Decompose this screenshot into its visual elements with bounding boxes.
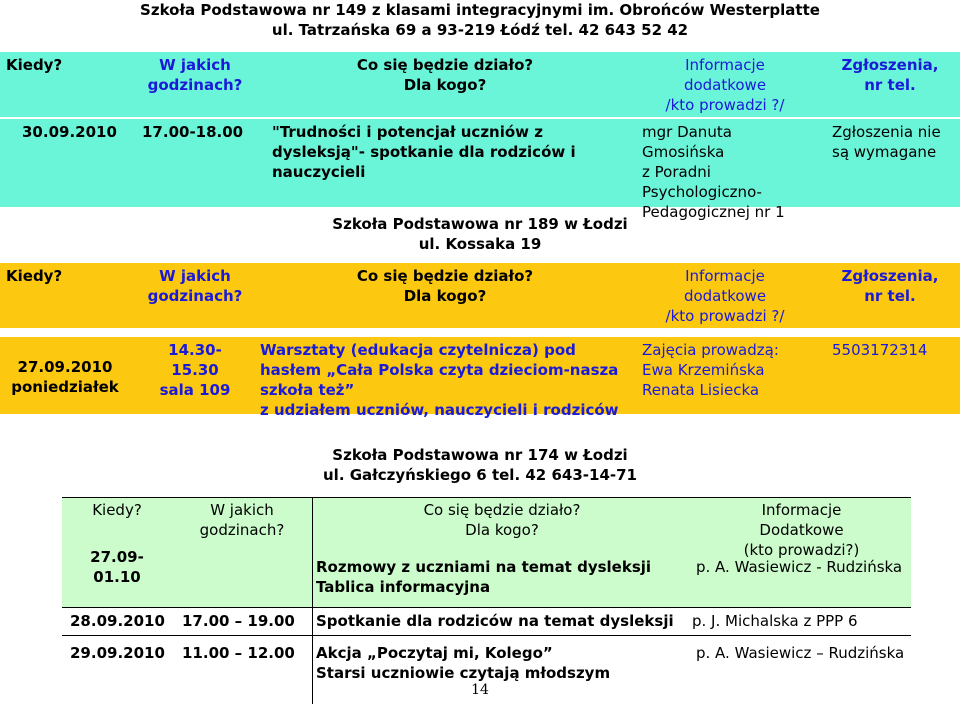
- row-signup: Zgłoszenia nie są wymagane: [832, 123, 941, 161]
- heading-line: Szkoła Podstawowa nr 149 z klasami integracyjnymi im. Obrońców Westerplatte: [140, 1, 820, 19]
- row-date: 27.09- 01.10: [90, 548, 144, 586]
- header-what: Co się będzie działo? Dla kogo?: [356, 56, 534, 94]
- school-189-table-header: [0, 263, 960, 328]
- row-time: 17.00 – 19.00: [182, 612, 295, 630]
- row-date: 30.09.2010: [22, 123, 117, 141]
- header-when: Kiedy?: [6, 267, 63, 285]
- header-signup: Zgłoszenia, nr tel.: [841, 56, 939, 94]
- header-info: Informacje Dodatkowe (kto prowadzi?): [743, 501, 860, 559]
- row-event: Warsztaty (edukacja czytelnicza) pod hasłem „Cała Polska czyta dzieciom-nasza szkoła też” z udziałem uczniów, nauczycieli i rodziców: [260, 341, 619, 419]
- heading-line: Szkoła Podstawowa nr 174 w Łodzi: [332, 446, 628, 464]
- header-what: Co się będzie działo? Dla kogo?: [423, 501, 581, 539]
- table-rule: [62, 607, 911, 608]
- school-149-heading: [0, 0, 960, 40]
- header-what: Co się będzie działo? Dla kogo?: [356, 267, 534, 305]
- row-date: 29.09.2010: [70, 644, 165, 662]
- school-149-table-header: [0, 52, 960, 117]
- row-event: "Trudności i potencjał uczniów z dysleksją"- spotkanie dla rodziców i nauczycieli: [272, 123, 576, 181]
- row-date: 28.09.2010: [70, 612, 165, 630]
- header-hours: W jakich godzinach?: [199, 501, 285, 539]
- school-189-table-row: [0, 337, 960, 419]
- row-event: Akcja „Poczytaj mi, Kolego” Starsi uczniowie czytają młodszym: [316, 644, 611, 682]
- page-number: 14: [471, 682, 489, 698]
- header-signup: Zgłoszenia, nr tel.: [841, 267, 939, 305]
- row-info: p. A. Wasiewicz - Rudzińska: [696, 558, 903, 576]
- row-event: Spotkanie dla rodziców na temat dysleksji: [316, 612, 674, 630]
- school-189-heading: [0, 214, 960, 254]
- heading-line: ul. Tatrzańska 69 a 93-219 Łódź tel. 42 643 52 42: [271, 21, 689, 39]
- header-hours: W jakich godzinach?: [147, 267, 243, 305]
- row-info: mgr Danuta Gmosińska z Poradni Psychologiczno- Pedagogicznej nr 1: [642, 123, 785, 221]
- school-174-heading: [0, 445, 960, 485]
- row-info: p. A. Wasiewicz – Rudzińska: [696, 644, 905, 662]
- table-rule: [62, 497, 911, 498]
- row-info: p. J. Michalska z PPP 6: [692, 612, 858, 630]
- table-rule: [62, 635, 911, 636]
- row-time: 11.00 – 12.00: [182, 644, 295, 662]
- row-date: 27.09.2010 poniedziałek: [11, 358, 119, 396]
- row-phone: 5503172314: [832, 341, 928, 359]
- heading-line: Szkoła Podstawowa nr 189 w Łodzi: [332, 215, 628, 233]
- school-149-table-row: [0, 119, 960, 221]
- row-time: 17.00-18.00: [142, 123, 244, 141]
- row-event: Rozmowy z uczniami na temat dysleksji Tablica informacyjna: [316, 558, 652, 596]
- header-when: Kiedy?: [6, 56, 63, 74]
- row-time: 14.30- 15.30 sala 109: [159, 341, 231, 399]
- row-info: Zajęcia prowadzą: Ewa Krzemińska Renata Lisiecka: [642, 341, 779, 399]
- header-info: Informacje dodatkowe /kto prowadzi ?/: [665, 267, 785, 325]
- header-when: Kiedy?: [92, 501, 142, 519]
- heading-line: ul. Gałczyńskiego 6 tel. 42 643-14-71: [323, 466, 637, 484]
- header-info: Informacje dodatkowe /kto prowadzi ?/: [665, 56, 785, 114]
- heading-line: ul. Kossaka 19: [418, 235, 542, 253]
- header-hours: W jakich godzinach?: [147, 56, 243, 94]
- table-rule: [312, 497, 313, 704]
